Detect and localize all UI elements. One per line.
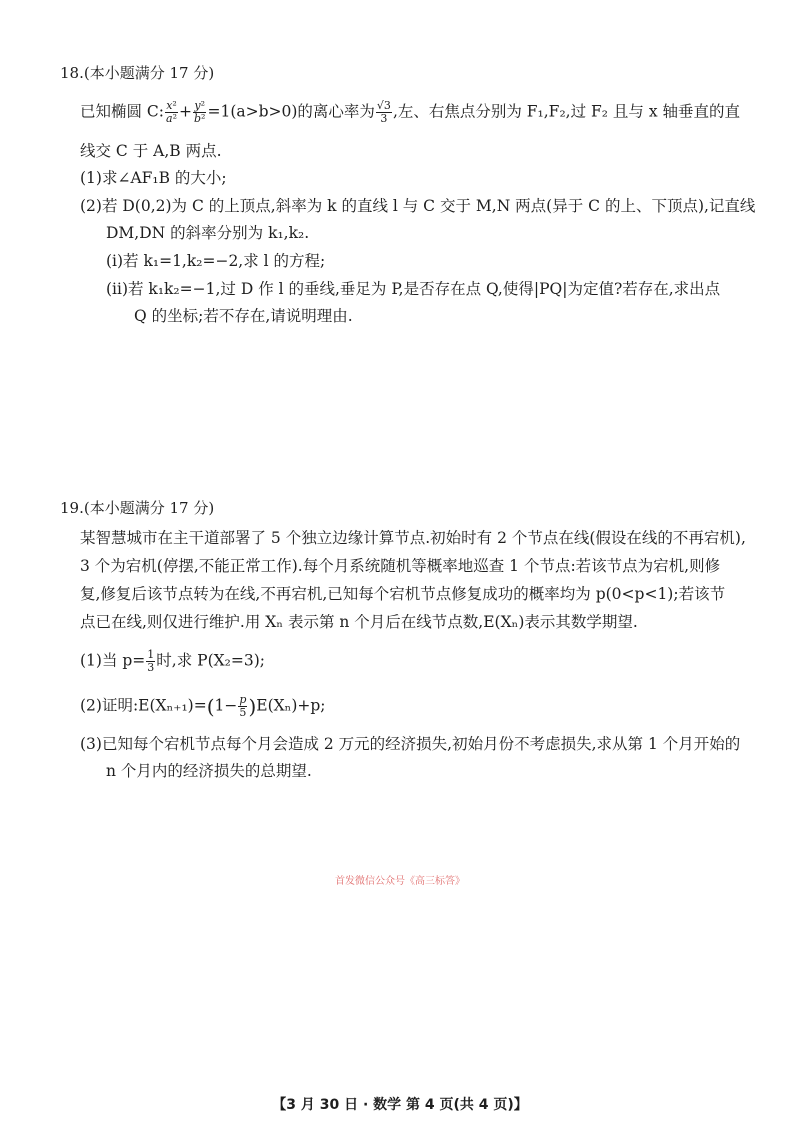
p-over-5: $\frac{p}{5}$ [239,693,247,719]
q19-part1-a: (1)当 p= [80,651,146,670]
q18-stem-line2: 线交 C 于 A,B 两点. [80,142,222,160]
q19-part2-b: E(Xₙ)+p; [256,696,326,715]
q19-stem-line2: 3 个为宕机(停摆,不能正常工作).每个月系统随机等概率地巡查 1 个节点:若该节点为宕机,则修 [80,557,721,575]
sqrt3-over-3: $\frac{√3}{3}$ [376,99,391,125]
one-third: $\frac{1}{3}$ [147,648,155,674]
q19-part1 [80,649,265,674]
q18-stem-part3: ,左、右焦点分别为 F₁,F₂,过 F₂ 且与 x 轴垂直的直 [392,102,741,121]
q19-part3-line2: n 个月内的经济损失的总期望. [106,762,312,780]
q18-part2-ii-line1: (ⅱ)若 k₁k₂=−1,过 D 作 l 的垂线,垂足为 P,是否存在点 Q,使得|PQ|为定值?若存在,求出点 [106,280,721,298]
q19-stem-line1: 某智慧城市在主干道部署了 5 个独立边缘计算节点.初始时有 2 个节点在线(假设在线的不再宕机), [80,529,746,547]
watermark: 首发微信公众号《高三标答》 [335,876,465,887]
q19-stem-line3: 复,修复后该节点转为在线,不再宕机,已知每个宕机节点修复成功的概率均为 p(0<p<1);若该节 [80,585,726,603]
q18-stem-part1: 已知椭圆 C: [80,102,165,121]
q18-header: 18.(本小题满分 17 分) [60,64,215,82]
q19-part1-b: 时,求 P(X₂=3); [156,651,265,670]
q18-part2-line1: (2)若 D(0,2)为 C 的上顶点,斜率为 k 的直线 l 与 C 交于 M,N 两点(异于 C 的上、下顶点),记直线 [80,197,756,215]
q18-part2-ii-line2: Q 的坐标;若不存在,请说明理由. [134,307,353,325]
page-footer: 【3 月 30 日 · 数学 第 4 页(共 4 页)】 [272,1097,528,1113]
q18-stem-part2: =1(a>b>0)的离心率为 [207,102,375,121]
q18-part1: (1)求∠AF₁B 的大小; [80,169,227,187]
q18-part2-line2: DM,DN 的斜率分别为 k₁,k₂. [106,224,310,242]
q18-part2-i: (ⅰ)若 k₁=1,k₂=−2,求 l 的方程; [106,252,326,270]
q19-part3-line1: (3)已知每个宕机节点每个月会造成 2 万元的经济损失,初始月份不考虑损失,求从第 1 个月开始的 [80,735,741,753]
q19-part2: (2)证明:E(Xₙ₊₁)=(1− $\frac{p}{5}$ )E(Xₙ)+p; [80,693,326,719]
q19-stem-line4: 点已在线,则仅进行维护.用 Xₙ 表示第 n 个月后在线节点数,E(Xₙ)表示其数学期望. [80,613,638,631]
x2-over-a2: $\frac{\text{x²}}{\text{a²}}$ [166,99,177,125]
q18-stem-line1: 已知椭圆 C: $\frac{\text{x²}}{\text{a²}}$ + $\frac{\text{y²}}{\text{b²}}$ =1(a>b>0)的离心率为 $\frac{√3}{3}$ ,左、右焦点分别为 F₁,F₂,过 F₂ 且与 x 轴垂直的直 [80,99,741,125]
q19-part2-a: (2)证明:E(Xₙ₊₁)= [80,696,207,715]
y2-over-b2: $\frac{\text{y²}}{\text{b²}}$ [194,99,206,125]
q19-header: 19.(本小题满分 17 分) [60,499,215,517]
